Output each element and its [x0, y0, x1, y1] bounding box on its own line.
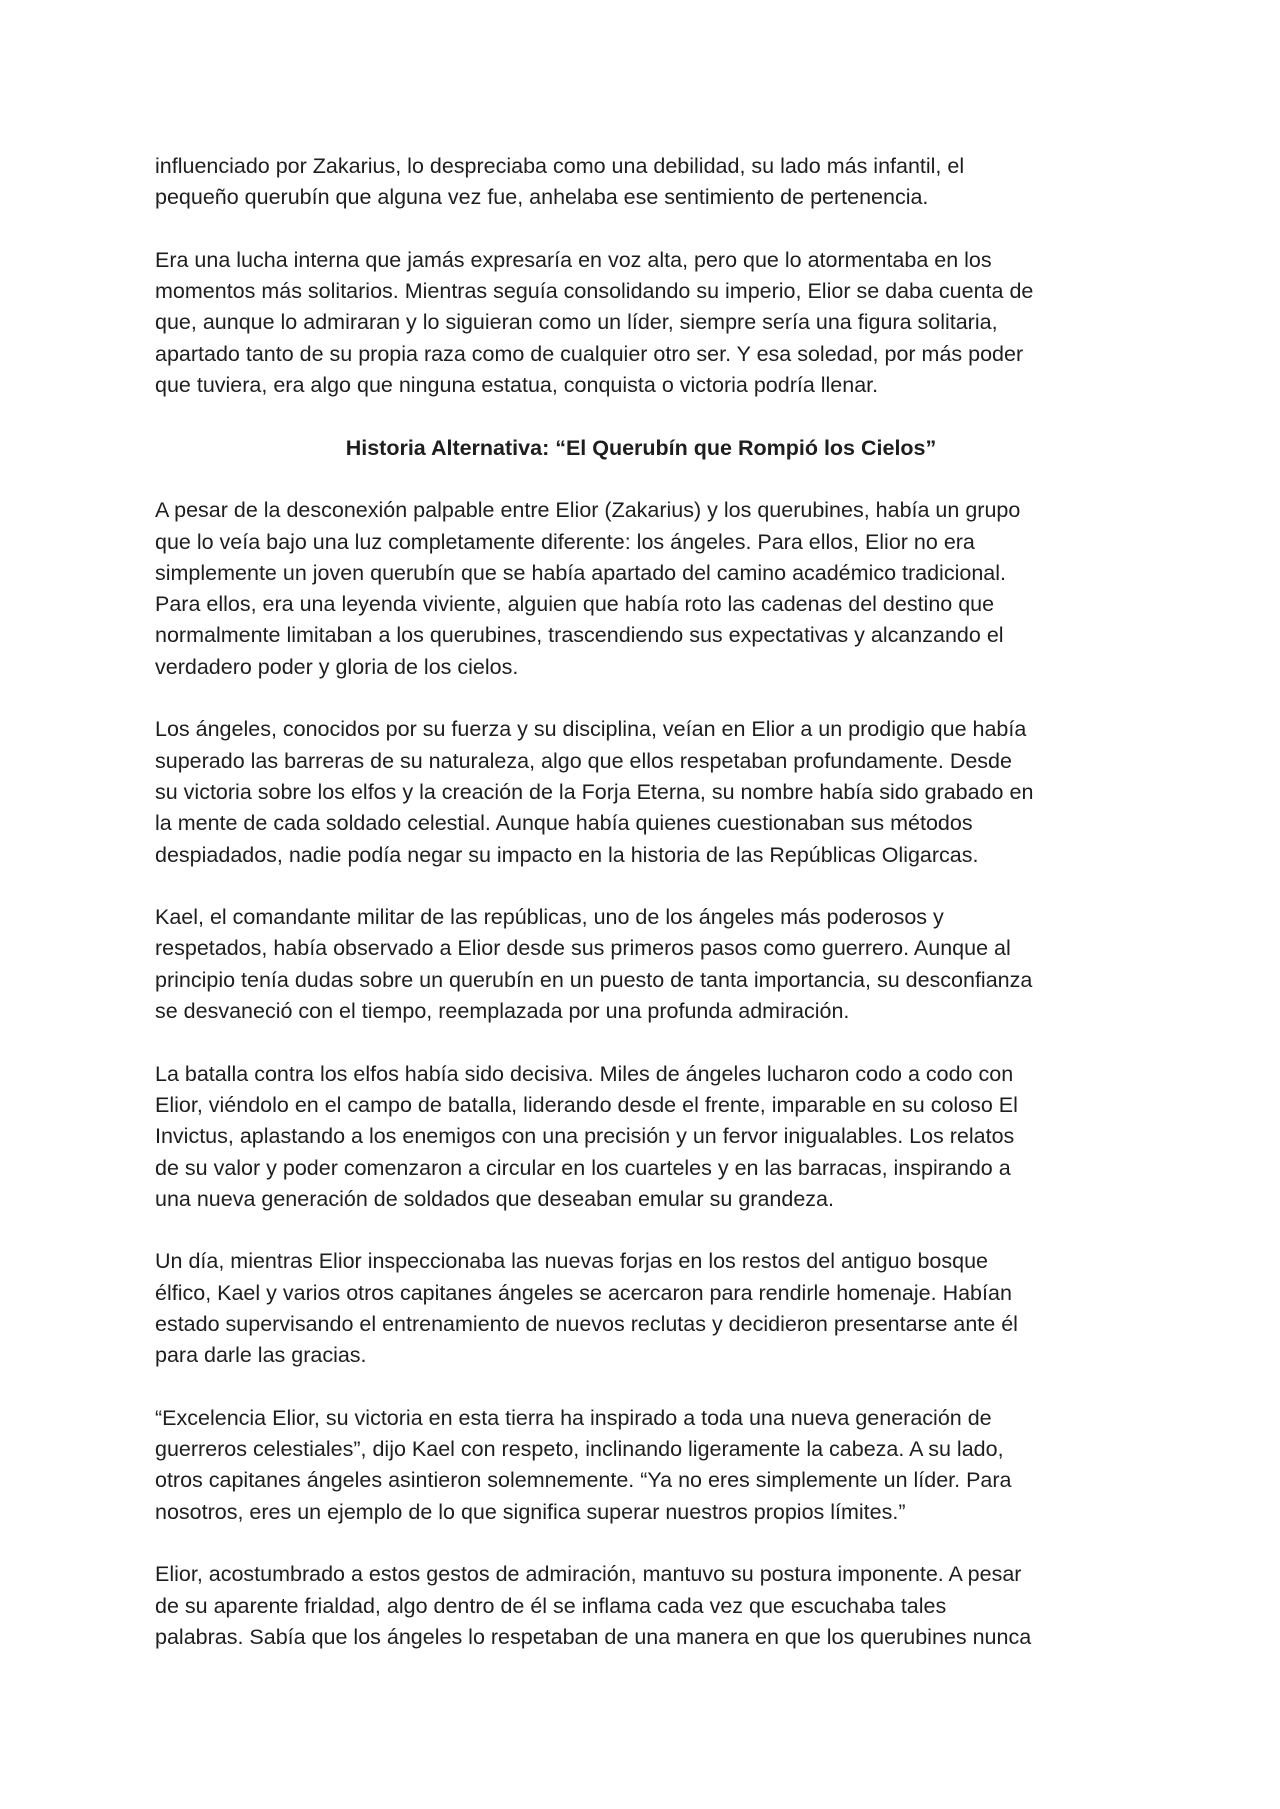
text-line: nosotros, eres un ejemplo de lo que significa superar nuestros propios límites.” — [155, 1499, 906, 1524]
text-line: se desvaneció con el tiempo, reemplazada por una profunda admiración. — [155, 999, 850, 1024]
paragraph — [155, 714, 1127, 870]
paragraph — [155, 245, 1127, 401]
paragraph — [155, 902, 1127, 1027]
text-line: apartado tanto de su propia raza como de cualquier otro ser. Y esa soledad, por más poder — [155, 341, 1024, 366]
text-line: Kael, el comandante militar de las repúblicas, uno de los ángeles más poderosos y — [155, 905, 944, 930]
text-line: Invictus, aplastando a los enemigos con una precisión y un fervor inigualables. Los relatos — [155, 1124, 1015, 1149]
text-line: para darle las gracias. — [155, 1343, 367, 1368]
text-line: verdadero poder y gloria de los cielos. — [155, 654, 519, 679]
section-heading: Historia Alternativa: “El Querubín que Rompió los Cielos” — [345, 435, 937, 460]
text-line: Un día, mientras Elior inspeccionaba las nuevas forjas en los restos del antiguo bosque — [155, 1249, 989, 1274]
text-line: guerreros celestiales”, dijo Kael con respeto, inclinando ligeramente la cabeza. A su lado, — [155, 1437, 1004, 1462]
text-line: otros capitanes ángeles asintieron solemnemente. “Ya no eres simplemente un líder. Para — [155, 1468, 1012, 1493]
text-line: la mente de cada soldado celestial. Aunque había quienes cuestionaban sus métodos — [155, 811, 973, 836]
text-line: élfico, Kael y varios otros capitanes ángeles se acercaron para rendirle homenaje. Habían — [155, 1280, 1012, 1305]
text-line: Para ellos, era una leyenda viviente, alguien que había roto las cadenas del destino que — [155, 592, 995, 617]
text-line: normalmente limitaban a los querubines, trascendiendo sus expectativas y alcanzando el — [155, 623, 1004, 648]
text-line: La batalla contra los elfos había sido decisiva. Miles de ángeles lucharon codo a codo con — [155, 1061, 1014, 1086]
text-line: su victoria sobre los elfos y la creación de la Forja Eterna, su nombre había sido grabado en — [155, 779, 1034, 804]
document-body — [155, 151, 1127, 1685]
text-line: Elior, viéndolo en el campo de batalla, liderando desde el frente, imparable en su coloso El — [155, 1092, 1018, 1117]
text-line: pequeño querubín que alguna vez fue, anhelaba ese sentimiento de pertenencia. — [155, 185, 929, 210]
text-line: despiadados, nadie podía negar su impacto en la historia de las Repúblicas Oligarcas. — [155, 842, 979, 867]
text-line: A pesar de la desconexión palpable entre Elior (Zakarius) y los querubines, había un grupo — [155, 498, 1021, 523]
text-line: Era una lucha interna que jamás expresaría en voz alta, pero que lo atormentaba en los — [155, 247, 992, 272]
text-line: Elior, acostumbrado a estos gestos de admiración, mantuvo su postura imponente. A pesar — [155, 1562, 1022, 1587]
text-line: simplemente un joven querubín que se había apartado del camino académico tradicional. — [155, 560, 1006, 585]
text-line: influenciado por Zakarius, lo despreciaba como una debilidad, su lado más infantil, el — [155, 154, 965, 178]
text-line: que, aunque lo admiraran y lo siguieran como un líder, siempre sería una figura solitaria, — [155, 310, 998, 335]
text-line: momentos más solitarios. Mientras seguía consolidando su imperio, Elior se daba cuenta de — [155, 279, 1034, 304]
paragraph — [155, 1246, 1127, 1371]
text-line: principio tenía dudas sobre un querubín en un puesto de tanta importancia, su desconfianza — [155, 967, 1033, 992]
text-line: que tuviera, era algo que ninguna estatua, conquista o victoria podría llenar. — [155, 373, 879, 398]
text-line: “Excelencia Elior, su victoria en esta tierra ha inspirado a toda una nueva generación de — [155, 1405, 992, 1430]
text-line: una nueva generación de soldados que deseaban emular su grandeza. — [155, 1186, 834, 1211]
text-line: estado supervisando el entrenamiento de nuevos reclutas y decidieron presentarse ante él — [155, 1311, 1018, 1336]
text-line: Los ángeles, conocidos por su fuerza y su disciplina, veían en Elior a un prodigio que había — [155, 717, 1027, 742]
paragraph — [155, 151, 1127, 214]
paragraph — [155, 495, 1127, 683]
paragraph — [155, 1059, 1127, 1215]
paragraph — [155, 1559, 1127, 1653]
text-line: respetados, había observado a Elior desde sus primeros pasos como guerrero. Aunque al — [155, 936, 1011, 961]
text-line: que lo veía bajo una luz completamente diferente: los ángeles. Para ellos, Elior no era — [155, 529, 975, 554]
paragraph — [155, 1403, 1127, 1528]
text-line: de su valor y poder comenzaron a circular en los cuarteles y en las barracas, inspirando a — [155, 1155, 1011, 1180]
text-line: superado las barreras de su naturaleza, algo que ellos respetaban profundamente. Desde — [155, 748, 1012, 773]
text-line: de su aparente frialdad, algo dentro de él se inflama cada vez que escuchaba tales — [155, 1593, 947, 1618]
text-line: palabras. Sabía que los ángeles lo respetaban de una manera en que los querubines nunca — [155, 1624, 1032, 1649]
